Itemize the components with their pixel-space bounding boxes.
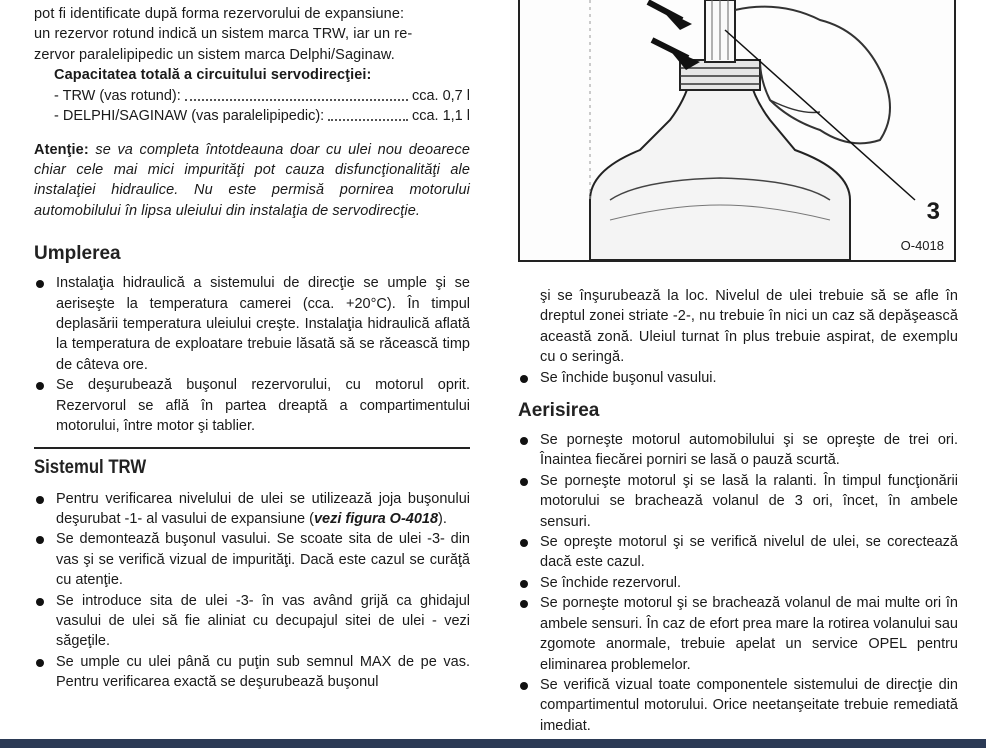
capacity-row-delphi [34,106,470,126]
capacity-label: - TRW (vas rotund): [54,87,181,104]
taskbar-strip [0,739,986,748]
figure-reference: vezi figura O-4018 [313,510,439,527]
continuation-paragraph: şi se înşurubează la loc. Nivelul de ulei trebuie să se afle în dreptul zonei striate -2-, nu trebuie în nici un caz să depăşească această zonă. Uleiul turnat în plus trebuie aspirat, de exemplu cu o seringă. [540,288,958,366]
capacity-label: - DELPHI/SAGINAW (vas paralelipipedic): [54,107,325,124]
list-item: Se demontează buşonul vasului. Se scoate sita de ulei -3- din vas şi se verifică vizual de impurităţi. Dacă este cazul se curăţă cu atenţie. [34,529,470,590]
list-item-text: Pentru verificarea nivelului de ulei se utilizează joja buşonului deşurubat -1- al vasului de expansiune ( [56,490,470,527]
trw-list [34,489,470,693]
section-title-sistemul-trw: Sistemul TRW [34,456,147,478]
left-column [34,0,470,693]
figure-callout-number: 3 [926,198,940,225]
dot-leader [185,86,408,101]
list-item-text-end: ). [438,510,447,527]
list-item [34,489,470,530]
warning-paragraph [34,140,470,222]
list-item: Se opreşte motorul şi se verifică nivelul de ulei, se corectează dacă este cazul. [518,532,958,573]
right-column [518,286,958,736]
list-item: Se porneşte motorul şi se lasă la ralanti. În timpul funcţionării motorului se brachează volanul de 3 ori, încet, în ambele sensuri. [518,471,958,532]
list-item: Se porneşte motorul şi se brachează volanul de mai multe ori în ambele sensuri. În caz de efort prea mare la rotirea volanului sau zgomote anormale, trebuie apelat un service OPEL pentru eliminarea problemelor. [518,593,958,675]
section-title-umplerea: Umplerea [34,243,121,265]
dot-leader [328,106,408,121]
list-item: Se porneşte motorul automobilului şi se opreşte de trei ori. Înaintea fiecărei porniri se lasă o pauză scurtă. [518,430,958,471]
list-item: Se închide buşonul vasului. [518,368,958,388]
intro-line-1: pot fi identificate după forma rezervorului de expansiune: [34,6,405,22]
capacity-value: cca. 1,1 l [411,107,470,124]
capacity-value: cca. 0,7 l [411,87,470,104]
continuation-list [518,368,958,388]
capacity-row-trw [34,86,470,106]
figure-reference-code: O-4018 [900,238,944,253]
list-item: Se deşurubează buşonul rezervorului, cu motorul oprit. Rezervorul se află în partea dreaptă a compartimentului motorului, între motor şi tablier. [34,375,470,436]
list-item: Se închide rezervorul. [518,573,958,593]
umplerea-list [34,273,470,436]
intro-line-2: un rezervor rotund indică un sistem marca TRW, iar un re- [34,26,413,43]
capacity-title-text: Capacitatea totală a circuitului servodirecţiei: [54,67,372,84]
aerisirea-list [518,430,958,736]
section-divider [34,447,470,449]
list-item: Se verifică vizual toate componentele sistemului de direcţie din compartimentul motorului. Orice neetanşeitate trebuie remediată imediat. [518,675,958,736]
intro-line-3: zervor paralelipipedic un sistem marca Delphi/Saginaw. [34,46,395,63]
list-item: Se introduce sita de ulei -3- în vas având grijă ca ghidajul vasului de ulei să fie aliniat cu decupajul sitei de ulei - vezi săgeţile. [34,591,470,652]
section-title-aerisirea: Aerisirea [518,400,600,422]
capacity-title [34,65,470,85]
warning-text: se va completa întotdeauna doar cu ulei nou deoarece chiar cele mai mici impurităţi pot cauza disfuncţionalităţi ale instalaţiei hidraulice. Nu este permisă pornirea motorului automobilului în lipsa uleiului din instalaţia de servodirecţie. [34,141,470,219]
oil-reservoir-drawing [520,0,954,260]
list-item: Instalaţia hidraulică a sistemului de direcţie se umple şi se aeriseşte la temperatura camerei (cca. +20°C). În timpul deplasării temperatura uleiului creşte. Instalaţia hidraulică aflată la temperatura de exploatare trebuie lăsată să se răcească timp de câteva ore. [34,273,470,375]
list-item: Se umple cu ulei până cu puţin sub semnul MAX de pe vas. Pentru verificarea exactă se deşurubează buşonul [34,652,470,693]
figure-illustration [518,0,956,262]
warning-label: Atenţie: [34,141,89,158]
